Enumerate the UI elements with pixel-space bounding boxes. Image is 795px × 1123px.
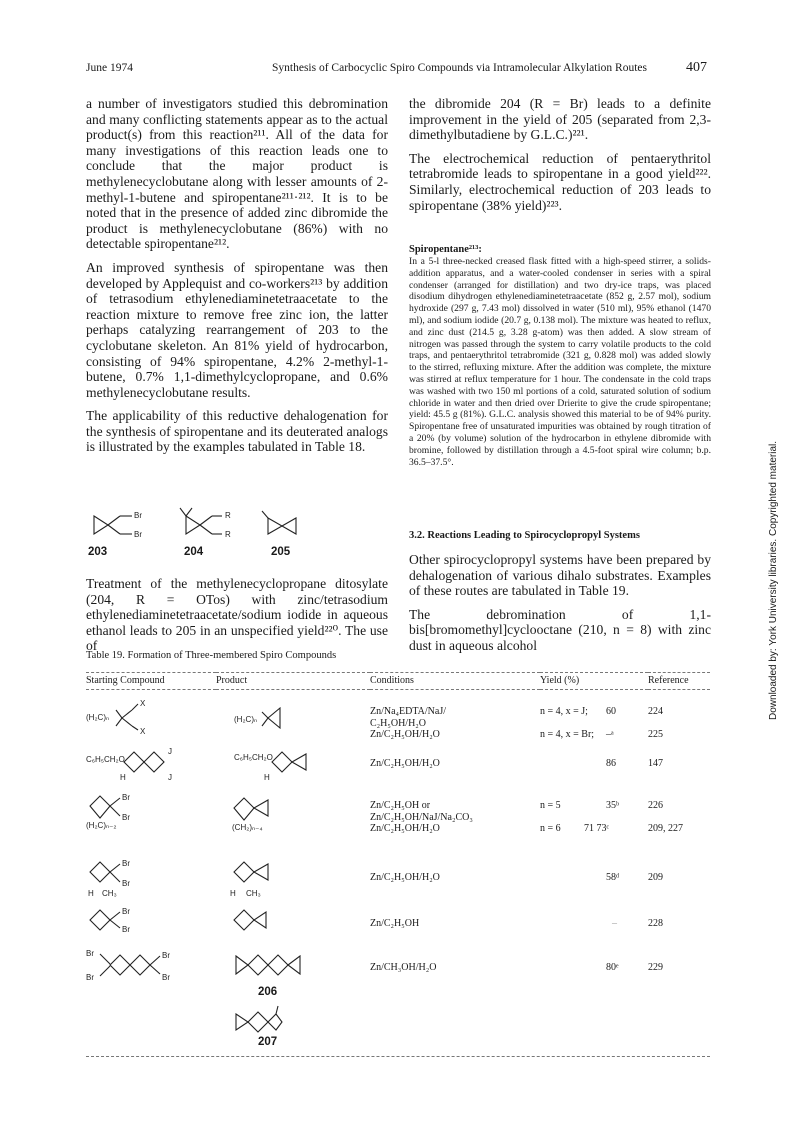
row1-yield: 60 –ᵃ (606, 706, 616, 740)
left-column (86, 96, 388, 463)
label-207: 207 (258, 1036, 278, 1048)
svg-text:Br: Br (122, 793, 130, 802)
svg-text:(H₂C)ₙ: (H₂C)ₙ (86, 713, 110, 722)
row2-ref: 147 (648, 758, 663, 769)
svg-text:Br: Br (122, 859, 130, 868)
th-conditions: Conditions (370, 673, 540, 690)
row2-yield: 86 (606, 758, 616, 769)
row4-ref: 209 (648, 872, 663, 883)
svg-text:C₆H₅CH₂O: C₆H₅CH₂O (86, 755, 125, 764)
table-header-row (86, 673, 710, 690)
svg-text:Br: Br (122, 925, 130, 934)
right-paragraph-2: The electrochemical reduction of pentaerythritol tetrabromide leads to spiropentane in a good yield²²². Similarly, electrochemical reduction of 203 leads to spiropentane (38% yield)²²³. (409, 150, 711, 213)
row1-conditions: Zn/Na₄EDTA/NaJ/ C₂H₅OH/H₂O Zn/C₂H₅OH/H₂O (370, 706, 447, 740)
row3-ref: 226 209, 227 (648, 800, 683, 834)
procedure-title: Spiropentane²¹³: (409, 244, 482, 255)
svg-text:X: X (140, 727, 146, 736)
table-bottom-rule (86, 1056, 710, 1057)
row4-conditions: Zn/C₂H₅OH/H₂O (370, 872, 440, 883)
table-19 (86, 672, 710, 690)
right-paragraph-4: The debromination of 1,1-bis[bromomethyl]cyclooctane (210, n = 8) with zinc dust in aqueous alcohol (409, 606, 711, 653)
right-paragraph-3: Other spirocyclopropyl systems have been prepared by dehalogenation of various dihalo substrates. Examples of these routes are tabulated in Table 19. (409, 552, 711, 599)
th-yield: Yield (%) (540, 673, 648, 690)
svg-text:J: J (168, 747, 172, 756)
left-paragraph-1: a number of investigators studied this debromination and many conflicting statements appear as to the actual product(s) from this reaction²¹¹. All of the data for many investigations of this reaction leads one to conclude that the major product is methylenecyclobutane along with lesser amounts of 2-methyl-1-butene and spiropentane²¹¹·²¹². It is to be noted that in the presence of added zinc dibromide the product is methylenecyclobutane (86%) with no detectable spiropentane²¹². (86, 96, 388, 252)
svg-text:R: R (225, 511, 231, 520)
row3-yield-n: n = 5 n = 6 (540, 800, 561, 834)
row3-yield: 35ᵇ 71 73ᶜ (584, 800, 620, 834)
svg-text:CH₃: CH₃ (246, 889, 261, 898)
svg-text:Br: Br (86, 973, 94, 982)
table-structures (86, 696, 346, 1066)
left-paragraph-3: The applicability of this reductive dehalogenation for the synthesis of spiropentane and its deuterated analogs is illustrated by the examples tabulated in Table 18. (86, 408, 388, 455)
row6-conditions: Zn/CH₃OH/H₂O (370, 962, 437, 973)
th-starting-compound: Starting Compound (86, 673, 216, 690)
left-paragraph-2: An improved synthesis of spiropentane was then developed by Applequist and co-workers²¹³ by addition of tetrasodium ethylenediaminetetraacetate to the reaction mixture to remove free zinc ion, the latter perhaps catalyzing rearrangement of 203 to the cyclobutane skeleton. An 81% yield of hydrocarbon, consisting of 94% spiropentane, 4.2% 2-methyl-1-butene, 0.7% 1,1-dimethylcyclopropane, and 0.6% methylenecyclobutane results. (86, 259, 388, 400)
th-product: Product (216, 673, 370, 690)
svg-text:H: H (120, 773, 126, 782)
svg-text:Br: Br (162, 951, 170, 960)
svg-text:H: H (264, 773, 270, 782)
svg-text:(H₂C)ₙ₋₂: (H₂C)ₙ₋₂ (86, 821, 117, 830)
svg-text:Br: Br (122, 907, 130, 916)
svg-text:X: X (140, 699, 146, 708)
left-paragraph-4: Treatment of the methylenecyclopropane ditosylate (204, R = OTos) with zinc/tetrasodium ethylenediaminetetraacetate/sodium iodide in aqueous ethanol leads to 205 in an unspecified yield²²⁰. The use of (86, 576, 388, 654)
right-column-bottom (409, 552, 711, 662)
row4-yield: 58ᵈ (606, 872, 620, 883)
svg-text:H: H (88, 889, 94, 898)
svg-text:Br: Br (122, 879, 130, 888)
row6-ref: 229 (648, 962, 663, 973)
section-heading: 3.2. Reactions Leading to Spirocyclopropyl Systems (409, 530, 640, 541)
th-reference: Reference (648, 673, 710, 690)
structures-203-205 (86, 498, 386, 558)
download-notice: Downloaded by: York University libraries. Copyrighted material. (768, 440, 779, 720)
svg-text:Br: Br (86, 949, 94, 958)
svg-text:CH₃: CH₃ (102, 889, 117, 898)
procedure-text: In a 5-l three-necked creased flask fitted with a high-speed stirrer, a solids-addition apparatus, and a water-cooled condenser in series with a spiral condenser (arranged for distillation) and two dry-ice traps, was placed disodium dihydrogen ethylenediaminetetraacetate (852 g, 2.57 mol), sodium hydroxide (297 g, 7.43 mol) dissolved in water (510 ml), 95% ethanol (1470 ml), and sodium iodide (20.7 g, 0.138 mol). The mixture was heated to reflux, and zinc dust (214.5 g, 3.28 g-atom) was then added. A slow stream of nitrogen was passed through the system to carry volatile products to the cold traps, and pentaerythritol tetrabromide (321 g, 0.828 mol) was added slowly to the stirred, refluxing mixture. After the addition was complete, the mixture was stirred at reflux temperature for 1 hour. The condensate in the cold traps was washed with two 150 ml portions of a cold, saturated solution of sodium chloride in water and then dried over Drierite to give the crude spiropentane; yield: 45.5 g (81%). G.L.C. analysis showed this material to be of 94% purity. Spiropentane free of unsaturated impurities was obtained by rough titration of a 20% (by volume) solution of the hydrocarbon in ethylene dibromide with bromine, followed by distillation through a 4.5-foot spiral wire column; b.p. 36.5–37.5°. (409, 256, 711, 468)
row3-conditions: Zn/C₂H₅OH or Zn/C₂H₅OH/NaJ/Na₂CO₃ Zn/C₂H₅OH/H₂O (370, 800, 473, 834)
page-number: 407 (686, 60, 707, 75)
row5-yield: – (612, 918, 617, 929)
row1-yield-n: n = 4, x = J; n = 4, x = Br; (540, 706, 595, 740)
table-caption: Table 19. Formation of Three-membered Spiro Compounds (86, 650, 337, 661)
svg-text:Br: Br (162, 973, 170, 982)
svg-text:R: R (225, 530, 231, 539)
label-206: 206 (258, 986, 278, 998)
svg-text:J: J (168, 773, 172, 782)
header-title: Synthesis of Carbocyclic Spiro Compounds via Intramolecular Alkylation Routes (272, 62, 647, 74)
svg-text:(CH₂)ₙ₋₄: (CH₂)ₙ₋₄ (232, 823, 263, 832)
right-column-top (409, 96, 711, 221)
row6-yield: 80ᵉ (606, 962, 619, 973)
row1-ref: 224 225 (648, 706, 663, 740)
label-204: 204 (184, 546, 204, 558)
structure-203 (94, 511, 142, 539)
row5-ref: 228 (648, 918, 663, 929)
row5-conditions: Zn/C₂H₅OH (370, 918, 420, 929)
svg-text:H: H (230, 889, 236, 898)
structure-205 (262, 511, 296, 534)
header-date: June 1974 (86, 62, 133, 74)
structure-204 (180, 508, 231, 539)
svg-text:Br: Br (122, 813, 130, 822)
label-203: 203 (88, 546, 108, 558)
label-205: 205 (271, 546, 291, 558)
right-paragraph-1: the dibromide 204 (R = Br) leads to a definite improvement in the yield of 205 (separated from 2,3-dimethylbutadiene by G.L.C.)²²¹. (409, 96, 711, 143)
svg-text:Br: Br (134, 511, 142, 520)
svg-text:C₆H₅CH₂O: C₆H₅CH₂O (234, 753, 273, 762)
svg-text:(H₂C)ₙ: (H₂C)ₙ (234, 715, 258, 724)
row2-conditions: Zn/C₂H₅OH/H₂O (370, 758, 440, 769)
svg-text:Br: Br (134, 530, 142, 539)
